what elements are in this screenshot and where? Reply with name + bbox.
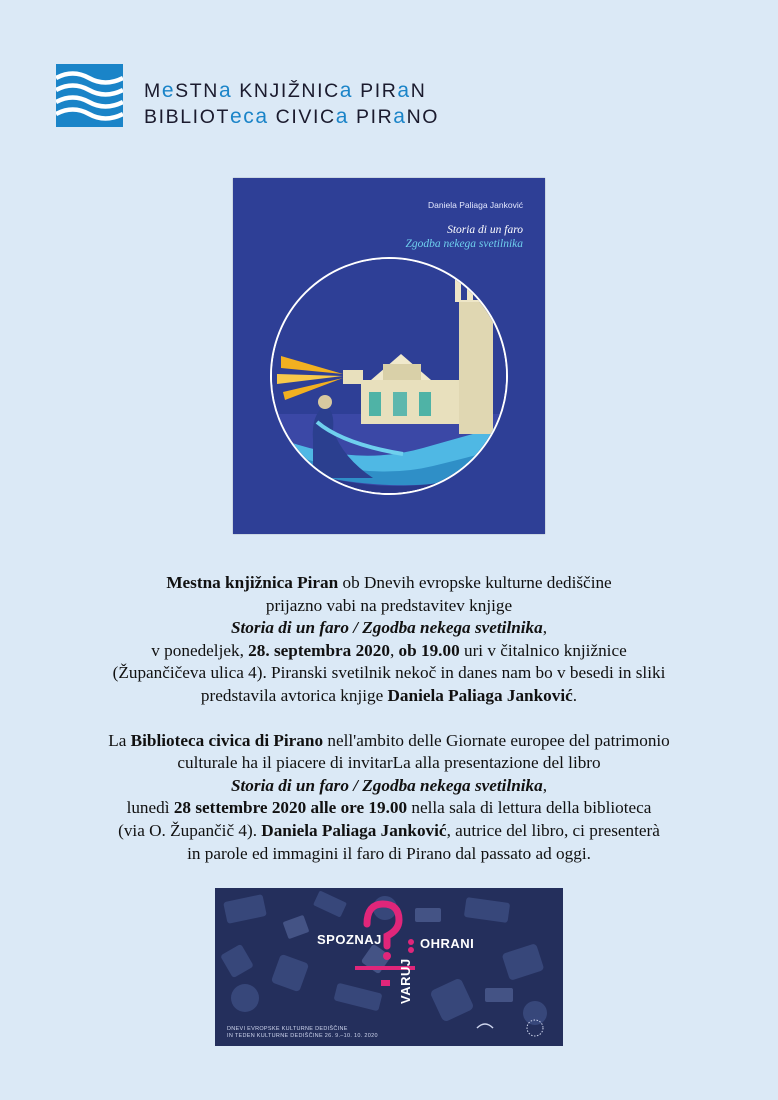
banner-word-spoznaj: SPOZNAJ [317,932,382,947]
logo-segment: a [335,105,349,128]
text-span: (Župančičeva ulica 4). Piranski svetilnik nekoč in danes nam bo v besedi in sliki [112,663,666,683]
invitation-text [0,572,778,865]
book-title: Storia di un faro / Zgodba nekega svetilnika [230,618,543,638]
logo-segment: a [393,105,407,128]
text-span: uri v čitalnico knjižnice [459,640,627,660]
logo-segment: PIR [348,106,394,128]
author-name: Daniela Paliaga Janković [387,685,573,705]
text-span: . [572,685,578,705]
cover-title-slovene: Zgodba nekega svetilnika [405,238,523,250]
logo-segment: e [161,79,176,102]
logo-segment: BIBLIOT [144,106,230,128]
library-name: Biblioteca civica di Pirano [130,730,324,750]
text-span: in parole ed immagini il faro di Pirano dal passato ad oggi. [187,843,591,863]
logo-segment: a [218,79,233,102]
event-time: ob 19.00 [398,640,460,660]
text-span: , [389,640,399,660]
banner-date-line-2: IN TEDEN KULTURNE DEDIŠČINE 26. 9.–10. 10. 2020 [227,1033,378,1039]
text-span: (via O. Župančič 4). [118,820,262,840]
logo-segment: M [144,80,162,102]
library-logo [56,64,476,130]
text-span: nell'ambito delle Giornate europee del patrimonio [323,730,670,750]
heritage-days-banner [215,888,563,1046]
banner-pattern [215,888,563,1046]
text-span: culturale ha il piacere di invitarLa alla presentazione del libro [177,753,601,773]
logo-segment: a [339,79,354,102]
book-cover [233,178,545,534]
logo-segment: PIR [353,80,398,102]
event-date: 28. septembra 2020 [248,640,390,660]
event-datetime: 28 settembre 2020 alle ore 19.00 [173,798,408,818]
logo-text-slovene [144,80,426,102]
text-span: , [542,618,548,638]
text-span: ob Dnevih evropske kulturne dediščine [338,573,612,592]
logo-text-italian [144,106,439,128]
logo-segment: STN [175,80,219,102]
text-span: predstavila avtorica knjige [200,685,388,705]
banner-word-ohrani: OHRANI [420,936,475,951]
author-name: Daniela Paliaga Janković [261,820,447,840]
banner-word-varuj: VARUJ [398,958,413,1004]
logo-segment: eca [229,105,269,128]
banner-date-line-1: DNEVI EVROPSKE KULTURNE DEDIŠČINE [227,1026,348,1032]
text-span: , autrice del libro, ci presenterà [446,820,660,840]
logo-segment: a [397,79,411,102]
logo-segment: KNJIŽNIC [232,80,340,102]
text-span: lunedì [126,798,174,818]
banner-date-text [227,1026,378,1040]
cover-author: Daniela Paliaga Janković [428,200,523,210]
text-span: , [542,775,548,795]
text-span: v ponedeljek, [151,640,249,660]
text-span: La [108,730,131,750]
text-span: prijazno vabi na predstavitev knjige [265,595,513,615]
text-span: nella sala di lettura della biblioteca [407,798,652,818]
paragraph-italian [0,730,778,866]
waves-logo-icon [56,64,123,127]
paragraph-slovene [0,572,778,708]
library-name: Mestna knjižnica Piran [166,573,339,592]
logo-segment: N [410,80,427,102]
cover-title-italian: Storia di un faro [447,224,523,236]
book-title: Storia di un faro / Zgodba nekega svetilnika [230,775,543,795]
logo-segment: NO [406,106,440,128]
logo-segment: CIVIC [268,106,336,128]
